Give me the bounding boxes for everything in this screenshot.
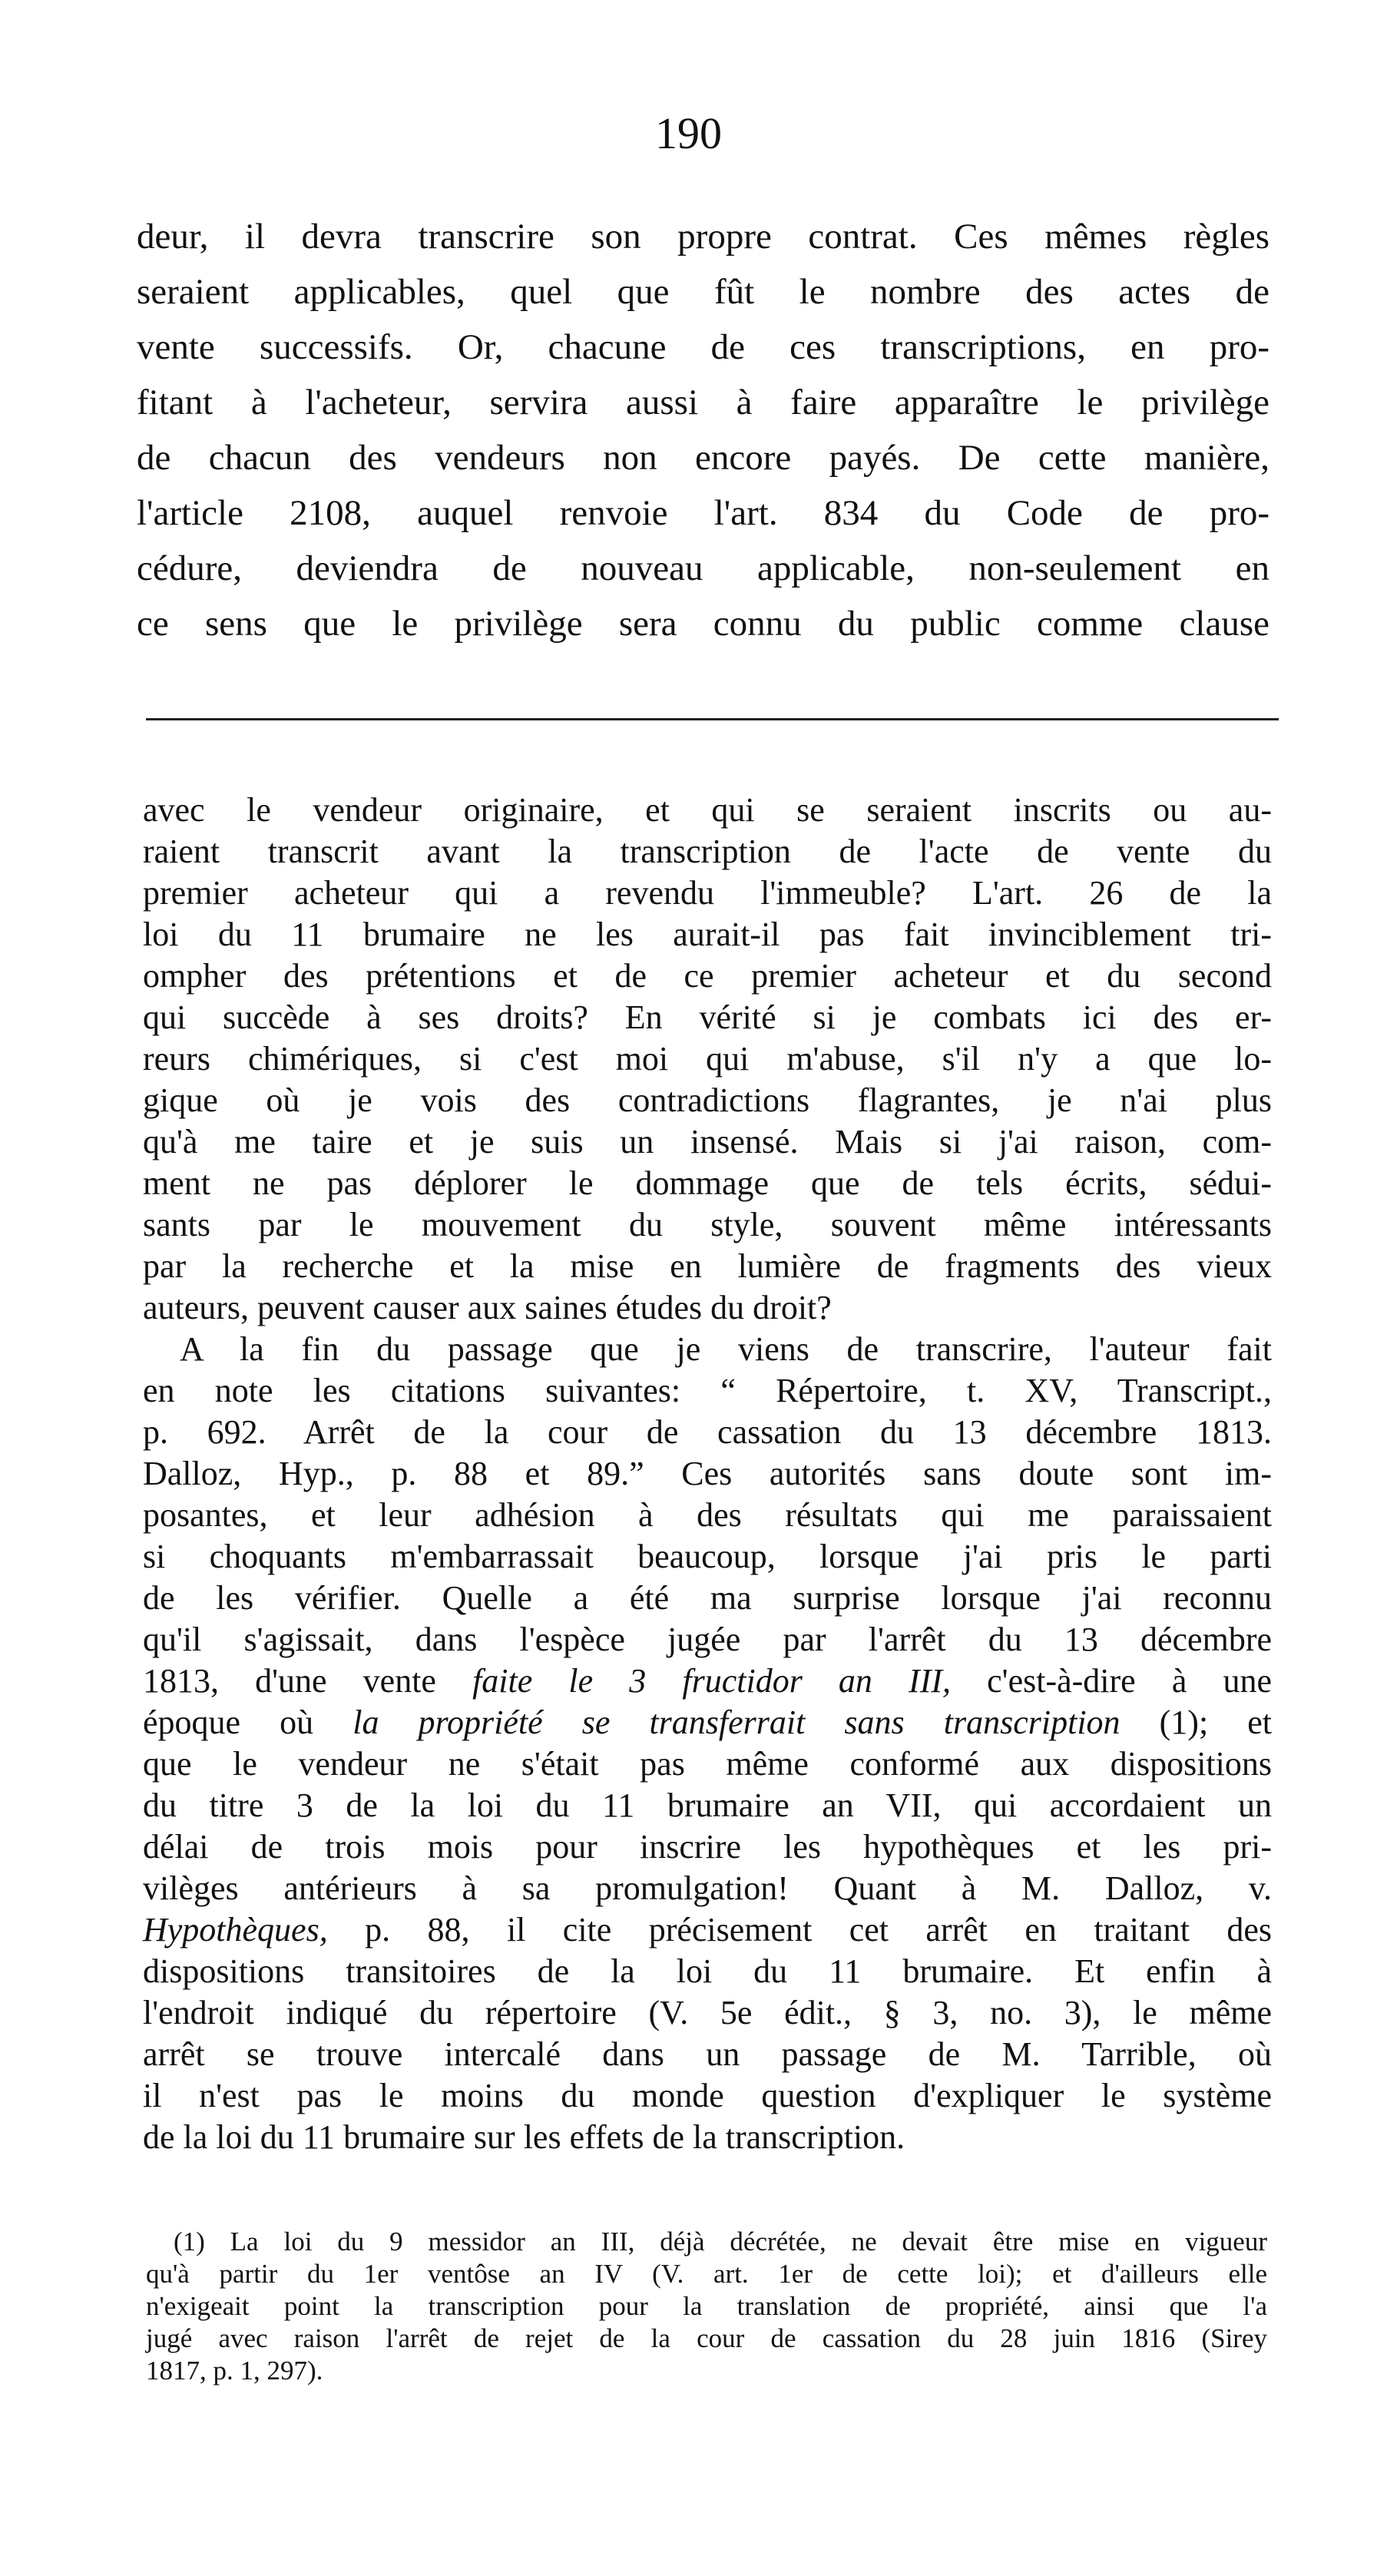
footnote xyxy=(146,2226,1267,2387)
text-line: par la recherche et la mise en lumière de fragments des vieux xyxy=(143,1247,1272,1285)
text-line: ompher des prétentions et de ce premier acheteur et du second xyxy=(143,957,1272,995)
lower-text-block xyxy=(143,790,1272,2158)
paragraph-2 xyxy=(143,1329,1272,2158)
text-line: cédure, deviendra de nouveau applicable, non-seulement en xyxy=(137,548,1269,588)
text-line: arrêt se trouve intercalé dans un passage de M. Tarrible, où xyxy=(143,2035,1272,2073)
text-line: qu'il s'agissait, dans l'espèce jugée par l'arrêt du 13 décembre xyxy=(143,1621,1272,1658)
footnote-line: qu'à partir du 1er ventôse an IV (V. art. 1er de cette loi); et d'ailleurs elle xyxy=(146,2259,1267,2289)
text-line: vente successifs. Or, chacune de ces transcriptions, en pro- xyxy=(137,327,1269,367)
text-line: p. 692. Arrêt de la cour de cassation du 13 décembre 1813. xyxy=(143,1413,1272,1451)
text-line: délai de trois mois pour inscrire les hypothèques et les pri- xyxy=(143,1828,1272,1866)
section-divider xyxy=(146,718,1279,720)
text-segment: époque où xyxy=(143,1704,353,1741)
text-segment: c'est-à-dire à une xyxy=(951,1662,1272,1700)
text-line: l'article 2108, auquel renvoie l'art. 834 du Code de pro- xyxy=(137,493,1269,533)
text-line xyxy=(143,1660,1272,1702)
italic-text: faite le 3 fructidor an III, xyxy=(472,1662,952,1700)
text-line: posantes, et leur adhésion à des résultats qui me paraissaient xyxy=(143,1496,1272,1534)
text-line: de la loi du 11 brumaire sur les effets de la transcription. xyxy=(143,2118,905,2156)
text-line: loi du 11 brumaire ne les aurait-il pas fait invinciblement tri- xyxy=(143,916,1272,953)
text-line: qu'à me taire et je suis un insensé. Mais si j'ai raison, com- xyxy=(143,1123,1272,1161)
italic-text: Hypothèques, xyxy=(143,1911,328,1949)
text-line: fitant à l'acheteur, servira aussi à faire apparaître le privilège xyxy=(137,382,1269,422)
text-line: il n'est pas le moins du monde question d'expliquer le système xyxy=(143,2077,1272,2114)
text-segment: p. 88, il cite précisement cet arrêt en traitant des xyxy=(327,1911,1272,1949)
footnote-line: jugé avec raison l'arrêt de rejet de la cour de cassation du 28 juin 1816 (Sirey xyxy=(146,2323,1267,2353)
text-line: que le vendeur ne s'était pas même conformé aux dispositions xyxy=(143,1745,1272,1783)
text-line: A la fin du passage que je viens de transcrire, l'auteur fait xyxy=(180,1330,1272,1368)
text-line: si choquants m'embarrassait beaucoup, lorsque j'ai pris le parti xyxy=(143,1538,1272,1575)
text-line: deur, il devra transcrire son propre contrat. Ces mêmes règles xyxy=(137,217,1269,257)
italic-text: la propriété se transferrait sans transcription xyxy=(353,1704,1120,1741)
text-segment: 1813, d'une vente xyxy=(143,1662,473,1700)
text-line: avec le vendeur originaire, et qui se seraient inscrits ou au- xyxy=(143,791,1272,829)
text-line: de les vérifier. Quelle a été ma surprise lorsque j'ai reconnu xyxy=(143,1579,1272,1617)
page-number: 190 xyxy=(655,108,722,158)
text-line: sants par le mouvement du style, souvent même intéressants xyxy=(143,1206,1272,1243)
text-line: raient transcrit avant la transcription de l'acte de vente du xyxy=(143,833,1272,870)
upper-text-block xyxy=(137,209,1269,651)
text-line: reurs chimériques, si c'est moi qui m'abuse, s'il n'y a que lo- xyxy=(143,1040,1272,1078)
text-line: Dalloz, Hyp., p. 88 et 89.” Ces autorités sans doute sont im- xyxy=(143,1455,1272,1492)
text-line: vilèges antérieurs à sa promulgation! Quant à M. Dalloz, v. xyxy=(143,1869,1272,1907)
footnote-line: (1) La loi du 9 messidor an III, déjà décrétée, ne devait être mise en vigueur xyxy=(174,2227,1267,2256)
text-line: ment ne pas déplorer le dommage que de tels écrits, sédui- xyxy=(143,1164,1272,1202)
text-line: l'endroit indiqué du répertoire (V. 5e édit., § 3, no. 3), le même xyxy=(143,1994,1272,2031)
text-line: auteurs, peuvent causer aux saines études du droit? xyxy=(143,1289,832,1326)
text-line: ce sens que le privilège sera connu du public comme clause xyxy=(137,604,1269,644)
text-line: de chacun des vendeurs non encore payés. De cette manière, xyxy=(137,438,1269,478)
text-line: premier acheteur qui a revendu l'immeuble? L'art. 26 de la xyxy=(143,874,1272,912)
text-line: seraient applicables, quel que fût le nombre des actes de xyxy=(137,272,1269,312)
footnote-line: 1817, p. 1, 297). xyxy=(146,2356,323,2386)
footnote-line: n'exigeait point la transcription pour la translation de propriété, ainsi que l'a xyxy=(146,2291,1267,2321)
text-line: qui succède à ses droits? En vérité si je combats ici des er- xyxy=(143,998,1272,1036)
text-line: gique où je vois des contradictions flagrantes, je n'ai plus xyxy=(143,1081,1272,1119)
text-line xyxy=(143,1702,1272,1743)
footnote-reference: (1); et xyxy=(1120,1704,1272,1741)
text-line: du titre 3 de la loi du 11 brumaire an VII, qui accordaient un xyxy=(143,1786,1272,1824)
text-line: dispositions transitoires de la loi du 11 brumaire. Et enfin à xyxy=(143,1952,1272,1990)
text-line xyxy=(143,1909,1272,1951)
paragraph-1 xyxy=(143,790,1272,1329)
text-line: en note les citations suivantes: “ Répertoire, t. XV, Transcript., xyxy=(143,1372,1272,1409)
